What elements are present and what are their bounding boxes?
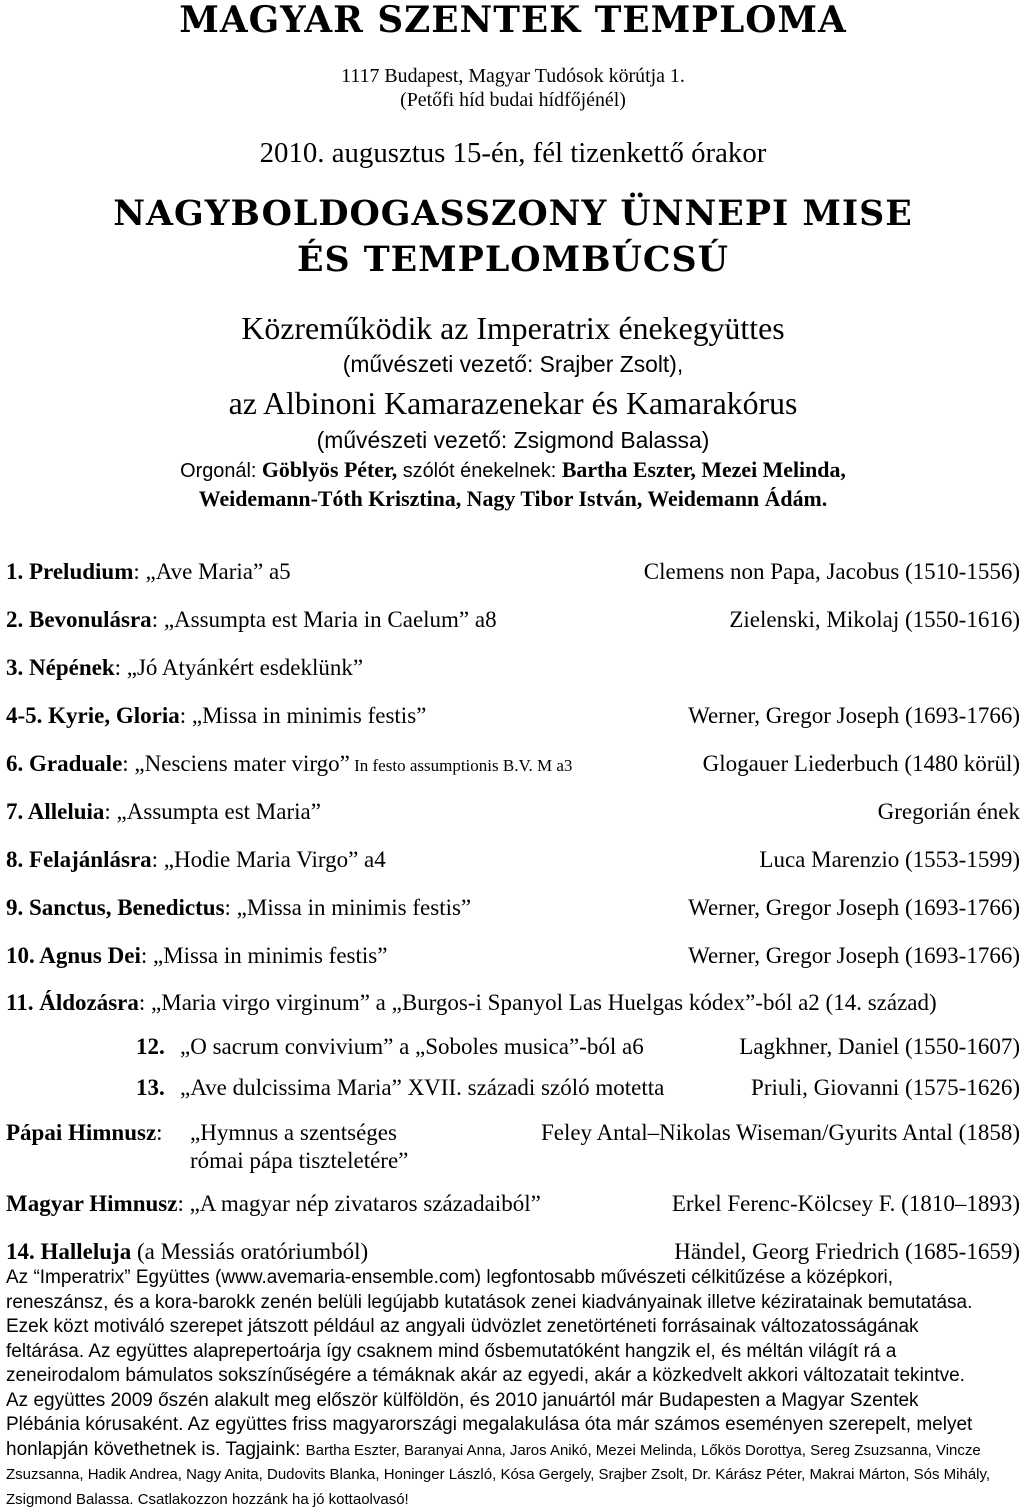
program-row [6,989,1020,1017]
papal-hymn-row [6,1119,1020,1147]
program-title: (a Messiás oratóriumból) [131,1239,368,1264]
program-composer: Werner, Gregor Joseph (1693-1766) [688,894,1020,922]
program-title: „Ave dulcissima Maria” XVII. századi szóló motetta [180,1074,664,1102]
hungarian-hymn-title: : „A magyar nép zivataros századaiból” [177,1191,540,1216]
program-title: : „Assumpta est Maria in Caelum” a8 [152,607,497,632]
about-line: zeneirodalom bámulatos sokszínűségére a témáknak akár az egyedi, akár a közkedvelt akkori változatait tekintve. [6,1364,1020,1389]
ensemble-description [6,1266,1020,1512]
performer-imperatrix-director: (művészeti vezető: Srajber Zsolt), [3,350,1023,378]
program-number: 8. Felajánlásra [6,847,152,872]
program-composer: Gregorián ének [878,798,1020,826]
program-row [6,846,1020,874]
organ-label: Orgonál: [180,460,262,482]
papal-hymn-label: Pápai Himnusz [6,1120,156,1145]
papal-hymn-title-cont: római pápa tiszteletére” [190,1147,408,1175]
papal-hymn-row-cont [6,1147,1020,1175]
program-number: 6. Graduale [6,751,122,776]
members-list: Bartha Eszter, Baranyai Anna, Jaros Anikó, Mezei Melinda, Lőkös Dorottya, Sereg Zsuzsanna, Vincze [306,1442,981,1459]
about-line: reneszánsz, és a kora-barokk zenén belüli legújabb kutatások zenei kiadványainak illetve kéziratainak bemutatása. [6,1291,1020,1316]
program-number: 2. Bevonulásra [6,607,152,632]
program-row [6,606,1020,634]
papal-hymn-colon: : [156,1120,162,1145]
program-row [6,750,1020,778]
address-note: (Petőfi híd budai hídfőjénél) [3,88,1023,112]
program-row [6,558,1020,586]
program-composer: Lagkhner, Daniel (1550-1607) [739,1033,1020,1061]
event-title-line2: ÉS TEMPLOMBÚCSÚ [3,240,1023,280]
about-line: Az “Imperatrix” Együttes (www.avemaria-ensemble.com) legfontosabb művészeti célkitűzése a középkori, [6,1266,1020,1291]
program-title: : „Hodie Maria Virgo” a4 [152,847,386,872]
members-list-cont: Zsuzsanna, Hadik Andrea, Nagy Anita, Dudovits Blanka, Honinger László, Kósa Gergely, Srajber Zsolt, Dr. Kárász Péter, Makrai Márton, Sós Mihály, [6,1463,1020,1488]
program-title: : „Missa in minimis festis” [141,943,388,968]
program-row [6,702,1020,730]
event-date: 2010. augusztus 15-én, fél tizenkettő órakor [3,136,1023,170]
program-composer: Werner, Gregor Joseph (1693-1766) [688,702,1020,730]
program-composer: Glogauer Liederbuch (1480 körül) [703,750,1020,778]
program-title-note: In festo assumptionis B.V. M a3 [350,756,573,775]
program-number: 10. Agnus Dei [6,943,141,968]
finale-row [6,1238,1020,1266]
program-title: : „Ave Maria” a5 [133,559,290,584]
event-title-line1: NAGYBOLDOGASSZONY ÜNNEPI MISE [3,194,1023,234]
papal-hymn-composer: Feley Antal–Nikolas Wiseman/Gyurits Antal (1858) [541,1119,1020,1147]
program-title: : „Jó Atyánkért esdeklünk” [115,655,363,680]
program-title: : „Assumpta est Maria” [104,799,321,824]
address-line: 1117 Budapest, Magyar Tudósok körútja 1. [3,64,1023,88]
program-composer: Luca Marenzio (1553-1599) [759,846,1020,874]
program-title: „O sacrum convivium” a „Soboles musica”-ból a6 [180,1033,644,1061]
program-number: 1. Preludium [6,559,133,584]
program-row-indented [6,1074,1020,1102]
program-number: 4-5. Kyrie, Gloria [6,703,180,728]
performer-albinoni: az Albinoni Kamarazenekar és Kamarakórus [3,384,1023,422]
organist-name: Göblyös Péter, [262,457,397,482]
program-number: 7. Alleluia [6,799,104,824]
program-composer: Priuli, Giovanni (1575-1626) [751,1074,1020,1102]
program-row [6,894,1020,922]
hungarian-hymn-label: Magyar Himnusz [6,1191,177,1216]
program-title: : „Maria virgo virginum” a „Burgos-i Spanyol Las Huelgas kódex”-ból a2 (14. század) [139,990,937,1015]
papal-hymn-title: „Hymnus a szentséges [190,1119,397,1147]
members-intro: honlapján követhetnek is. Tagjaink: [6,1439,306,1460]
about-line: Az együttes 2009 őszén alakult meg először külföldön, és 2010 januártól már Budapesten a Magyar Szentek [6,1389,1020,1414]
program-composer: Werner, Gregor Joseph (1693-1766) [688,942,1020,970]
soloists-names-cont: Weidemann-Tóth Krisztina, Nagy Tibor István, Weidemann Ádám. [199,486,827,511]
program-number: 14. Halleluja [6,1239,131,1264]
program-composer: Händel, Georg Friedrich (1685-1659) [674,1238,1020,1266]
hungarian-hymn-row [6,1190,1020,1218]
program-title: : „Nesciens mater virgo” [122,751,350,776]
soloists-names: Bartha Eszter, Mezei Melinda, [562,457,846,482]
program-composer: Clemens non Papa, Jacobus (1510-1556) [644,558,1020,586]
program-title: : „Missa in minimis festis” [225,895,472,920]
about-members-line [6,1438,1020,1464]
program-row [6,798,1020,826]
hungarian-hymn-composer: Erkel Ferenc-Kölcsey F. (1810–1893) [672,1190,1020,1218]
about-line: Ezek közt motiváló szerepet játszott például az angyali üdvözlet zenetörténeti forrásainak változatosságának [6,1315,1020,1340]
program-number: 9. Sanctus, Benedictus [6,895,225,920]
members-list-end: Zsigmond Balassa. Csatlakozzon hozzánk ha jó kottaolvasó! [6,1488,1020,1512]
program-number: 11. Áldozásra [6,990,139,1015]
about-line: feltárása. Az együttes alaprepertoárja így csaknem mind ősbemutatóként hangzik el, és méltán világít rá a [6,1340,1020,1365]
performer-albinoni-director: (művészeti vezető: Zsigmond Balassa) [3,426,1023,454]
soloists-label: szólót énekelnek: [397,460,562,482]
program-number: 13. [136,1075,165,1100]
page-title: MAGYAR SZENTEK TEMPLOMA [3,0,1023,40]
program-row [6,942,1020,970]
credits-line2 [3,486,1023,513]
performer-imperatrix: Közreműködik az Imperatrix énekegyüttes [3,309,1023,347]
program-row-indented [6,1033,1020,1061]
about-line: Plébánia kórusaként. Az együttes friss magyarországi megalakulása óta már számos eseményen szerepelt, melyet [6,1413,1020,1438]
program-title: : „Missa in minimis festis” [180,703,427,728]
credits-line1 [3,457,1023,484]
program-number: 3. Népének [6,655,115,680]
program-row [6,654,1020,682]
program-number: 12. [136,1034,165,1059]
program-composer: Zielenski, Mikolaj (1550-1616) [729,606,1020,634]
